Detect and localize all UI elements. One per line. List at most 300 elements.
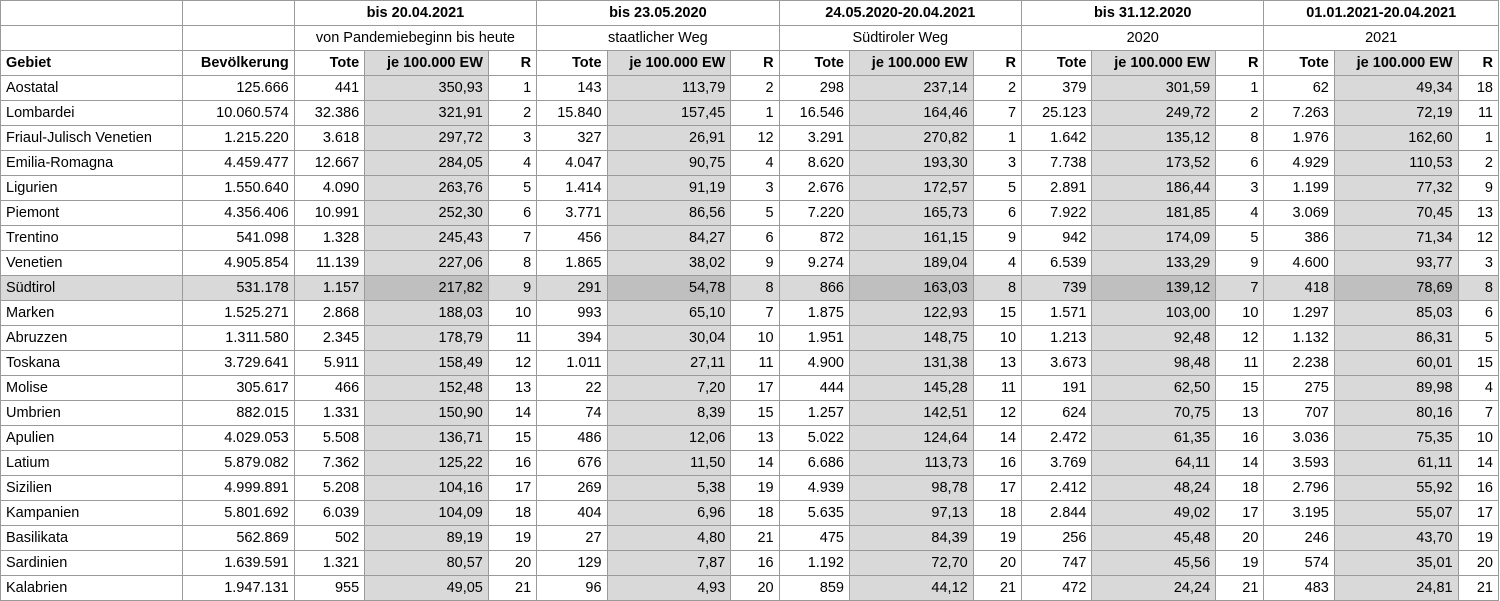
deaths-cell: 9.274 — [779, 251, 849, 276]
deaths-cell: 8.620 — [779, 151, 849, 176]
per100k-cell: 145,28 — [849, 376, 973, 401]
deaths-cell: 15.840 — [537, 101, 607, 126]
column-header-region: Gebiet — [1, 51, 183, 76]
column-header-population: Bevölkerung — [183, 51, 295, 76]
region-name-cell: Umbrien — [1, 401, 183, 426]
rank-cell: 5 — [973, 176, 1021, 201]
deaths-cell: 1.321 — [294, 551, 364, 576]
per100k-cell: 173,52 — [1092, 151, 1216, 176]
per100k-cell: 174,09 — [1092, 226, 1216, 251]
rank-cell: 2 — [973, 76, 1021, 101]
deaths-cell: 2.796 — [1264, 476, 1334, 501]
table-row — [1, 426, 1499, 451]
rank-cell: 11 — [488, 326, 536, 351]
per100k-cell: 142,51 — [849, 401, 973, 426]
population-cell: 882.015 — [183, 401, 295, 426]
rank-cell: 10 — [973, 326, 1021, 351]
rank-cell: 20 — [973, 551, 1021, 576]
per100k-cell: 148,75 — [849, 326, 973, 351]
population-cell: 1.639.591 — [183, 551, 295, 576]
group-title: 24.05.2020-20.04.2021 — [779, 1, 1021, 26]
rank-cell: 7 — [1458, 401, 1498, 426]
rank-cell: 12 — [731, 126, 779, 151]
rank-cell: 17 — [731, 376, 779, 401]
per100k-cell: 89,98 — [1334, 376, 1458, 401]
rank-cell: 3 — [488, 126, 536, 151]
column-header-deaths: Tote — [779, 51, 849, 76]
per100k-cell: 45,48 — [1092, 526, 1216, 551]
deaths-cell: 1.132 — [1264, 326, 1334, 351]
region-name-cell: Aostatal — [1, 76, 183, 101]
column-header-rank: R — [973, 51, 1021, 76]
deaths-cell: 456 — [537, 226, 607, 251]
rank-cell: 18 — [731, 501, 779, 526]
deaths-cell: 5.911 — [294, 351, 364, 376]
population-cell: 4.905.854 — [183, 251, 295, 276]
deaths-cell: 11.139 — [294, 251, 364, 276]
deaths-cell: 1.875 — [779, 301, 849, 326]
per100k-cell: 152,48 — [365, 376, 489, 401]
population-cell: 562.869 — [183, 526, 295, 551]
group-title: bis 23.05.2020 — [537, 1, 779, 26]
deaths-cell: 327 — [537, 126, 607, 151]
deaths-cell: 5.208 — [294, 476, 364, 501]
rank-cell: 16 — [488, 451, 536, 476]
per100k-cell: 157,45 — [607, 101, 731, 126]
population-cell: 1.550.640 — [183, 176, 295, 201]
per100k-cell: 189,04 — [849, 251, 973, 276]
population-cell: 4.999.891 — [183, 476, 295, 501]
deaths-cell: 2.868 — [294, 301, 364, 326]
per100k-cell: 104,09 — [365, 501, 489, 526]
deaths-cell: 3.195 — [1264, 501, 1334, 526]
deaths-cell: 298 — [779, 76, 849, 101]
rank-cell: 4 — [731, 151, 779, 176]
per100k-cell: 133,29 — [1092, 251, 1216, 276]
header-row-columns — [1, 51, 1499, 76]
deaths-cell: 1.328 — [294, 226, 364, 251]
header-row-descriptions — [1, 26, 1499, 51]
per100k-cell: 113,73 — [849, 451, 973, 476]
rank-cell: 21 — [1216, 576, 1264, 601]
per100k-cell: 321,91 — [365, 101, 489, 126]
rank-cell: 18 — [973, 501, 1021, 526]
deaths-cell: 1.865 — [537, 251, 607, 276]
per100k-cell: 350,93 — [365, 76, 489, 101]
per100k-cell: 172,57 — [849, 176, 973, 201]
group-title: bis 31.12.2020 — [1022, 1, 1264, 26]
per100k-cell: 43,70 — [1334, 526, 1458, 551]
per100k-cell: 27,11 — [607, 351, 731, 376]
deaths-cell: 1.951 — [779, 326, 849, 351]
per100k-cell: 24,24 — [1092, 576, 1216, 601]
per100k-cell: 135,12 — [1092, 126, 1216, 151]
rank-cell: 11 — [973, 376, 1021, 401]
rank-cell: 2 — [1216, 101, 1264, 126]
rank-cell: 20 — [1458, 551, 1498, 576]
rank-cell: 7 — [488, 226, 536, 251]
per100k-cell: 84,27 — [607, 226, 731, 251]
per100k-cell: 77,32 — [1334, 176, 1458, 201]
rank-cell: 18 — [1216, 476, 1264, 501]
rank-cell: 1 — [1458, 126, 1498, 151]
deaths-cell: 444 — [779, 376, 849, 401]
deaths-cell: 1.414 — [537, 176, 607, 201]
region-name-cell: Abruzzen — [1, 326, 183, 351]
per100k-cell: 227,06 — [365, 251, 489, 276]
table-row — [1, 301, 1499, 326]
deaths-cell: 502 — [294, 526, 364, 551]
rank-cell: 9 — [973, 226, 1021, 251]
per100k-cell: 24,81 — [1334, 576, 1458, 601]
rank-cell: 1 — [731, 101, 779, 126]
per100k-cell: 4,93 — [607, 576, 731, 601]
rank-cell: 4 — [1458, 376, 1498, 401]
region-name-cell: Emilia-Romagna — [1, 151, 183, 176]
per100k-cell: 64,11 — [1092, 451, 1216, 476]
population-cell: 10.060.574 — [183, 101, 295, 126]
per100k-cell: 72,19 — [1334, 101, 1458, 126]
per100k-cell: 80,57 — [365, 551, 489, 576]
rank-cell: 2 — [731, 76, 779, 101]
per100k-cell: 71,34 — [1334, 226, 1458, 251]
per100k-cell: 44,12 — [849, 576, 973, 601]
deaths-cell: 3.673 — [1022, 351, 1092, 376]
rank-cell: 6 — [1458, 301, 1498, 326]
rank-cell: 9 — [731, 251, 779, 276]
rank-cell: 14 — [731, 451, 779, 476]
rank-cell: 6 — [488, 201, 536, 226]
deaths-cell: 4.929 — [1264, 151, 1334, 176]
region-name-cell: Sardinien — [1, 551, 183, 576]
population-cell: 125.666 — [183, 76, 295, 101]
deaths-cell: 2.412 — [1022, 476, 1092, 501]
rank-cell: 20 — [1216, 526, 1264, 551]
rank-cell: 19 — [973, 526, 1021, 551]
per100k-cell: 55,07 — [1334, 501, 1458, 526]
rank-cell: 16 — [1458, 476, 1498, 501]
rank-cell: 19 — [731, 476, 779, 501]
table-row — [1, 451, 1499, 476]
rank-cell: 20 — [488, 551, 536, 576]
deaths-cell: 1.297 — [1264, 301, 1334, 326]
rank-cell: 6 — [731, 226, 779, 251]
rank-cell: 15 — [1458, 351, 1498, 376]
table-row — [1, 351, 1499, 376]
deaths-cell: 707 — [1264, 401, 1334, 426]
column-header-deaths: Tote — [294, 51, 364, 76]
group-title: 01.01.2021-20.04.2021 — [1264, 1, 1499, 26]
per100k-cell: 62,50 — [1092, 376, 1216, 401]
table-row — [1, 576, 1499, 601]
rank-cell: 7 — [1216, 276, 1264, 301]
per100k-cell: 284,05 — [365, 151, 489, 176]
rank-cell: 11 — [1216, 351, 1264, 376]
population-cell: 5.801.692 — [183, 501, 295, 526]
rank-cell: 8 — [973, 276, 1021, 301]
deaths-cell: 866 — [779, 276, 849, 301]
per100k-cell: 103,00 — [1092, 301, 1216, 326]
rank-cell: 11 — [1458, 101, 1498, 126]
rank-cell: 7 — [731, 301, 779, 326]
deaths-cell: 676 — [537, 451, 607, 476]
deaths-cell: 16.546 — [779, 101, 849, 126]
column-header-rank: R — [731, 51, 779, 76]
column-header-rank: R — [1216, 51, 1264, 76]
rank-cell: 21 — [1458, 576, 1498, 601]
rank-cell: 13 — [731, 426, 779, 451]
per100k-cell: 97,13 — [849, 501, 973, 526]
deaths-cell: 2.472 — [1022, 426, 1092, 451]
deaths-cell: 624 — [1022, 401, 1092, 426]
rank-cell: 16 — [973, 451, 1021, 476]
population-cell: 4.029.053 — [183, 426, 295, 451]
deaths-cell: 6.039 — [294, 501, 364, 526]
rank-cell: 1 — [488, 76, 536, 101]
deaths-cell: 7.738 — [1022, 151, 1092, 176]
rank-cell: 17 — [1458, 501, 1498, 526]
rank-cell: 10 — [1216, 301, 1264, 326]
column-header-deaths: Tote — [1022, 51, 1092, 76]
rank-cell: 19 — [1216, 551, 1264, 576]
population-cell: 1.311.580 — [183, 326, 295, 351]
deaths-cell: 3.069 — [1264, 201, 1334, 226]
deaths-cell: 12.667 — [294, 151, 364, 176]
per100k-cell: 249,72 — [1092, 101, 1216, 126]
deaths-cell: 275 — [1264, 376, 1334, 401]
deaths-cell: 2.844 — [1022, 501, 1092, 526]
rank-cell: 3 — [1216, 176, 1264, 201]
column-header-per100k: je 100.000 EW — [607, 51, 731, 76]
per100k-cell: 26,91 — [607, 126, 731, 151]
per100k-cell: 7,87 — [607, 551, 731, 576]
deaths-cell: 6.539 — [1022, 251, 1092, 276]
deaths-cell: 3.769 — [1022, 451, 1092, 476]
deaths-cell: 574 — [1264, 551, 1334, 576]
table-row — [1, 101, 1499, 126]
population-cell: 531.178 — [183, 276, 295, 301]
rank-cell: 15 — [731, 401, 779, 426]
rank-cell: 8 — [1216, 126, 1264, 151]
population-cell: 4.356.406 — [183, 201, 295, 226]
deaths-cell: 2.891 — [1022, 176, 1092, 201]
rank-cell: 10 — [488, 301, 536, 326]
rank-cell: 12 — [1216, 326, 1264, 351]
per100k-cell: 181,85 — [1092, 201, 1216, 226]
rank-cell: 14 — [1216, 451, 1264, 476]
per100k-cell: 188,03 — [365, 301, 489, 326]
rank-cell: 16 — [1216, 426, 1264, 451]
column-header-per100k: je 100.000 EW — [1334, 51, 1458, 76]
deaths-cell: 3.618 — [294, 126, 364, 151]
per100k-cell: 7,20 — [607, 376, 731, 401]
deaths-cell: 7.220 — [779, 201, 849, 226]
region-name-cell: Toskana — [1, 351, 183, 376]
deaths-cell: 404 — [537, 501, 607, 526]
population-cell: 5.879.082 — [183, 451, 295, 476]
header-empty-cell — [183, 26, 295, 51]
deaths-cell: 386 — [1264, 226, 1334, 251]
rank-cell: 18 — [488, 501, 536, 526]
per100k-cell: 164,46 — [849, 101, 973, 126]
rank-cell: 14 — [488, 401, 536, 426]
per100k-cell: 110,53 — [1334, 151, 1458, 176]
deaths-cell: 418 — [1264, 276, 1334, 301]
per100k-cell: 49,05 — [365, 576, 489, 601]
per100k-cell: 161,15 — [849, 226, 973, 251]
deaths-cell: 5.022 — [779, 426, 849, 451]
per100k-cell: 49,34 — [1334, 76, 1458, 101]
deaths-cell: 191 — [1022, 376, 1092, 401]
deaths-cell: 993 — [537, 301, 607, 326]
per100k-cell: 178,79 — [365, 326, 489, 351]
deaths-cell: 1.642 — [1022, 126, 1092, 151]
table-row — [1, 501, 1499, 526]
population-cell: 1.525.271 — [183, 301, 295, 326]
per100k-cell: 252,30 — [365, 201, 489, 226]
rank-cell: 2 — [1458, 151, 1498, 176]
per100k-cell: 122,93 — [849, 301, 973, 326]
deaths-cell: 1.257 — [779, 401, 849, 426]
rank-cell: 5 — [731, 201, 779, 226]
rank-cell: 3 — [1458, 251, 1498, 276]
table-row — [1, 476, 1499, 501]
region-name-cell: Lombardei — [1, 101, 183, 126]
deaths-cell: 5.508 — [294, 426, 364, 451]
table-row — [1, 376, 1499, 401]
per100k-cell: 6,96 — [607, 501, 731, 526]
table-row — [1, 151, 1499, 176]
deaths-cell: 62 — [1264, 76, 1334, 101]
rank-cell: 8 — [731, 276, 779, 301]
table-row — [1, 176, 1499, 201]
per100k-cell: 65,10 — [607, 301, 731, 326]
per100k-cell: 245,43 — [365, 226, 489, 251]
rank-cell: 10 — [731, 326, 779, 351]
per100k-cell: 78,69 — [1334, 276, 1458, 301]
rank-cell: 15 — [488, 426, 536, 451]
region-name-cell: Südtirol — [1, 276, 183, 301]
region-name-cell: Molise — [1, 376, 183, 401]
per100k-cell: 4,80 — [607, 526, 731, 551]
rank-cell: 17 — [1216, 501, 1264, 526]
column-header-rank: R — [1458, 51, 1498, 76]
per100k-cell: 237,14 — [849, 76, 973, 101]
column-header-per100k: je 100.000 EW — [365, 51, 489, 76]
deaths-cell: 3.291 — [779, 126, 849, 151]
per100k-cell: 86,31 — [1334, 326, 1458, 351]
deaths-cell: 1.213 — [1022, 326, 1092, 351]
deaths-cell: 475 — [779, 526, 849, 551]
group-title: bis 20.04.2021 — [294, 1, 536, 26]
deaths-cell: 5.635 — [779, 501, 849, 526]
rank-cell: 20 — [731, 576, 779, 601]
deaths-cell: 269 — [537, 476, 607, 501]
group-subtitle: staatlicher Weg — [537, 26, 779, 51]
deaths-cell: 6.686 — [779, 451, 849, 476]
per100k-cell: 49,02 — [1092, 501, 1216, 526]
deaths-cell: 10.991 — [294, 201, 364, 226]
deaths-cell: 22 — [537, 376, 607, 401]
deaths-cell: 291 — [537, 276, 607, 301]
deaths-cell: 4.939 — [779, 476, 849, 501]
region-name-cell: Latium — [1, 451, 183, 476]
per100k-cell: 93,77 — [1334, 251, 1458, 276]
column-header-per100k: je 100.000 EW — [849, 51, 973, 76]
per100k-cell: 75,35 — [1334, 426, 1458, 451]
deaths-cell: 1.331 — [294, 401, 364, 426]
deaths-cell: 3.593 — [1264, 451, 1334, 476]
deaths-cell: 1.199 — [1264, 176, 1334, 201]
column-header-per100k: je 100.000 EW — [1092, 51, 1216, 76]
deaths-cell: 1.192 — [779, 551, 849, 576]
region-name-cell: Basilikata — [1, 526, 183, 551]
header-empty-cell — [1, 26, 183, 51]
rank-cell: 12 — [488, 351, 536, 376]
rank-cell: 6 — [973, 201, 1021, 226]
rank-cell: 8 — [1458, 276, 1498, 301]
per100k-cell: 61,11 — [1334, 451, 1458, 476]
rank-cell: 18 — [1458, 76, 1498, 101]
deaths-cell: 4.047 — [537, 151, 607, 176]
rank-cell: 5 — [1458, 326, 1498, 351]
deaths-cell: 256 — [1022, 526, 1092, 551]
deaths-cell: 472 — [1022, 576, 1092, 601]
rank-cell: 13 — [488, 376, 536, 401]
region-name-cell: Venetien — [1, 251, 183, 276]
per100k-cell: 86,56 — [607, 201, 731, 226]
rank-cell: 13 — [1216, 401, 1264, 426]
deaths-cell: 486 — [537, 426, 607, 451]
per100k-cell: 162,60 — [1334, 126, 1458, 151]
rank-cell: 13 — [973, 351, 1021, 376]
rank-cell: 12 — [1458, 226, 1498, 251]
region-name-cell: Ligurien — [1, 176, 183, 201]
deaths-cell: 739 — [1022, 276, 1092, 301]
rank-cell: 1 — [973, 126, 1021, 151]
rank-cell: 9 — [488, 276, 536, 301]
rank-cell: 17 — [973, 476, 1021, 501]
deaths-cell: 2.345 — [294, 326, 364, 351]
rank-cell: 19 — [488, 526, 536, 551]
per100k-cell: 90,75 — [607, 151, 731, 176]
region-name-cell: Sizilien — [1, 476, 183, 501]
group-subtitle: 2020 — [1022, 26, 1264, 51]
rank-cell: 4 — [1216, 201, 1264, 226]
per100k-cell: 98,78 — [849, 476, 973, 501]
per100k-cell: 54,78 — [607, 276, 731, 301]
rank-cell: 2 — [488, 101, 536, 126]
per100k-cell: 89,19 — [365, 526, 489, 551]
population-cell: 305.617 — [183, 376, 295, 401]
region-name-cell: Apulien — [1, 426, 183, 451]
rank-cell: 4 — [488, 151, 536, 176]
per100k-cell: 80,16 — [1334, 401, 1458, 426]
per100k-cell: 11,50 — [607, 451, 731, 476]
deaths-cell: 747 — [1022, 551, 1092, 576]
region-name-cell: Kampanien — [1, 501, 183, 526]
deaths-cell: 872 — [779, 226, 849, 251]
per100k-cell: 98,48 — [1092, 351, 1216, 376]
per100k-cell: 60,01 — [1334, 351, 1458, 376]
per100k-cell: 70,75 — [1092, 401, 1216, 426]
rank-cell: 10 — [1458, 426, 1498, 451]
deaths-cell: 4.600 — [1264, 251, 1334, 276]
rank-cell: 21 — [488, 576, 536, 601]
rank-cell: 4 — [973, 251, 1021, 276]
rank-cell: 15 — [1216, 376, 1264, 401]
per100k-cell: 158,49 — [365, 351, 489, 376]
